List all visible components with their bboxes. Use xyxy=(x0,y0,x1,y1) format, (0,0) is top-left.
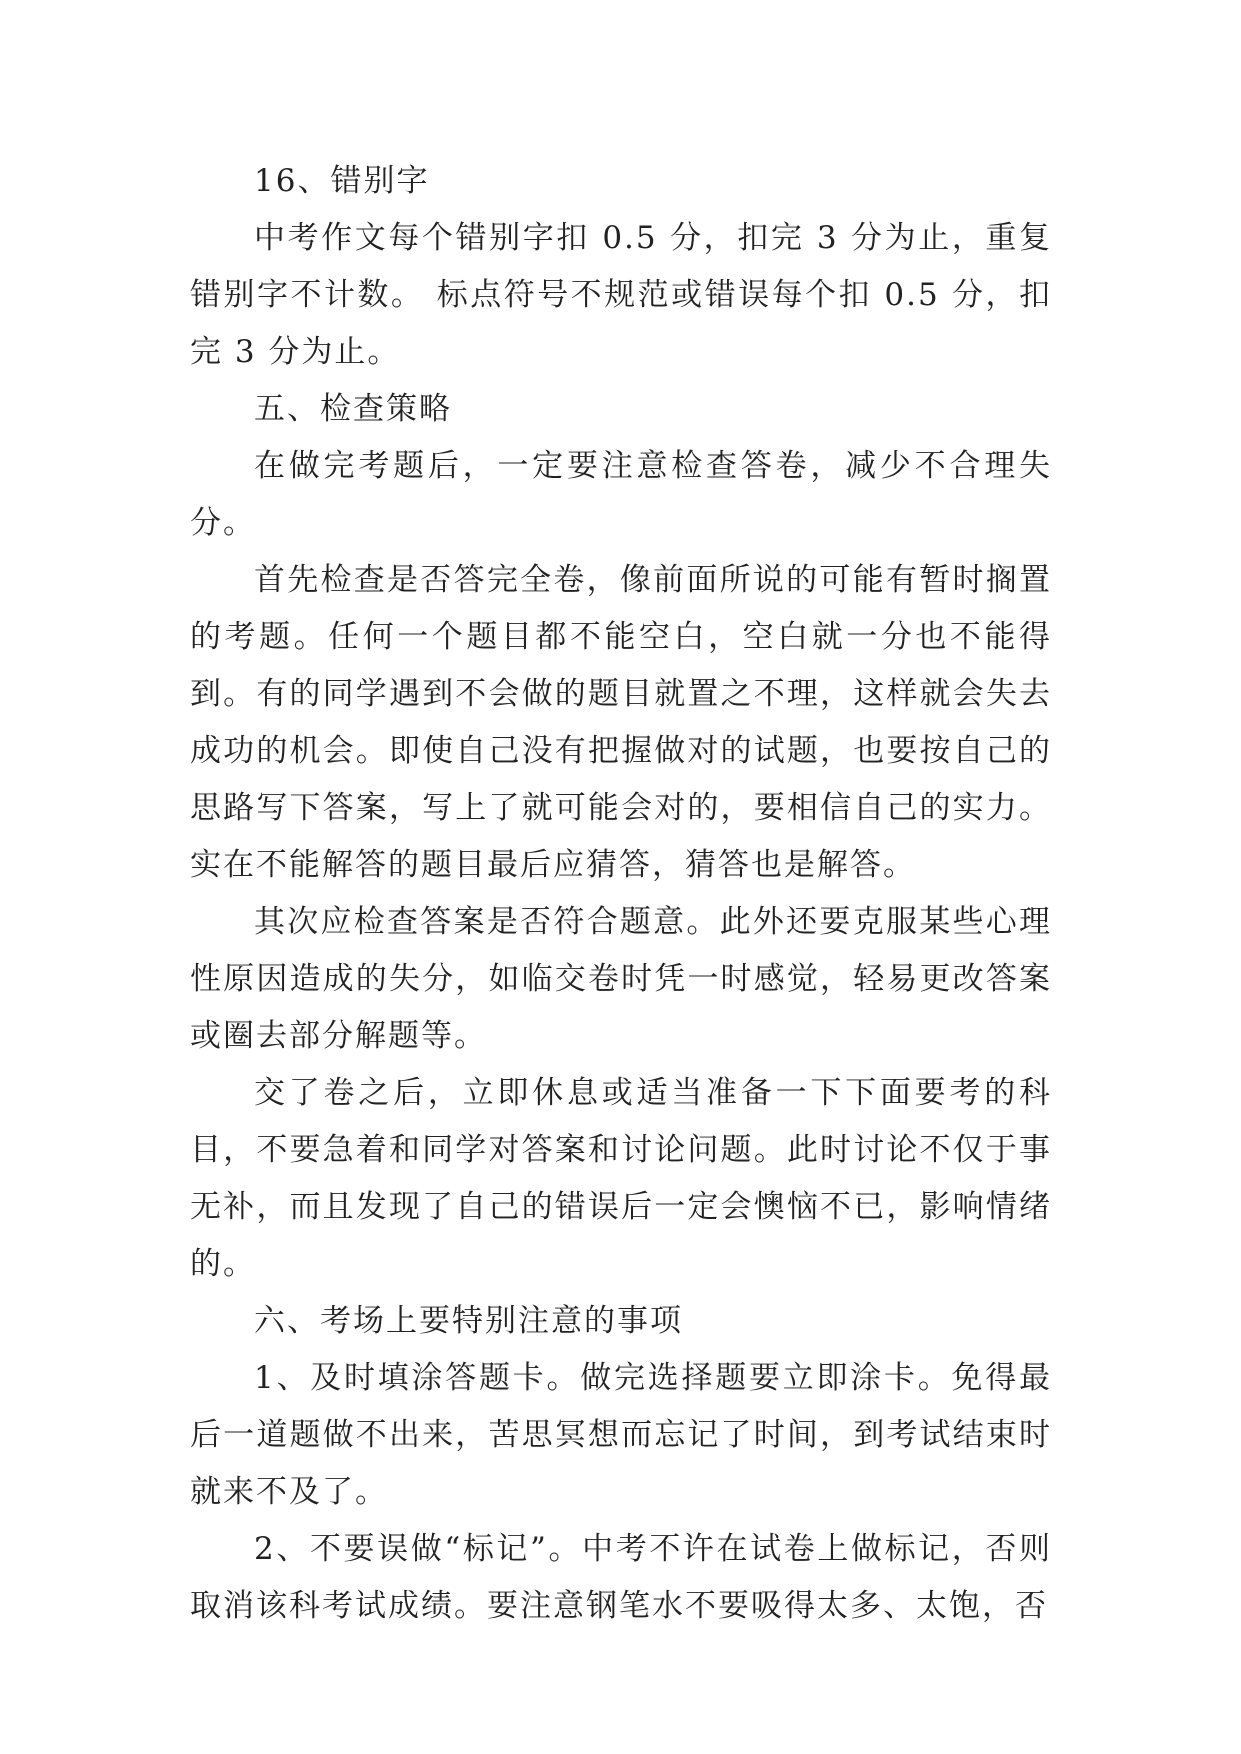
paragraph-check-intro: 在做完考题后，一定要注意检查答卷，减少不合理失分。 xyxy=(190,448,1052,541)
paragraph-after-submit: 交了卷之后，立即休息或适当准备一下下面要考的科目，不要急着和同学对答案和讨论问题。此时讨论不仅于事无补，而且发现了自己的错误后一定会懊恼不已，影响情绪的。 xyxy=(190,1075,1052,1282)
paragraph-answer-card: 1、及时填涂答题卡。做完选择题要立即涂卡。免得最后一道题做不出来，苦思冥想而忘记了时间，到考试结束时就来不及了。 xyxy=(190,1360,1052,1510)
section-heading-typos: 16、错别字 xyxy=(254,163,430,199)
section-heading-check-strategy: 五、检查策略 xyxy=(254,391,452,427)
paragraph-check-complete: 首先检查是否答完全卷，像前面所说的可能有暂时搁置的考题。任何一个题目都不能空白，空白就一分也不能得到。有的同学遇到不会做的题目就置之不理，这样就会失去成功的机会。即使自己没有把握做对的试题，也要按自己的思路写下答案，写上了就可能会对的，要相信自己的实力。实在不能解答的题目最后应猜答，猜答也是解答。 xyxy=(190,562,1052,883)
section-heading-exam-notes: 六、考场上要特别注意的事项 xyxy=(254,1303,683,1339)
paragraph-check-meaning: 其次应检查答案是否符合题意。此外还要克服某些心理性原因造成的失分，如临交卷时凭一时感觉，轻易更改答案或圈去部分解题等。 xyxy=(190,904,1052,1054)
paragraph-typo-rules: 中考作文每个错别字扣 0.5 分，扣完 3 分为止，重复错别字不计数。 标点符号不规范或错误每个扣 0.5 分，扣完 3 分为止。 xyxy=(190,220,1052,370)
document-body xyxy=(190,153,1052,1635)
paragraph-no-marks: 2、不要误做“标记”。中考不许在试卷上做标记，否则取消该科考试成绩。要注意钢笔水不要吸得太多、太饱，否 xyxy=(190,1531,1052,1624)
